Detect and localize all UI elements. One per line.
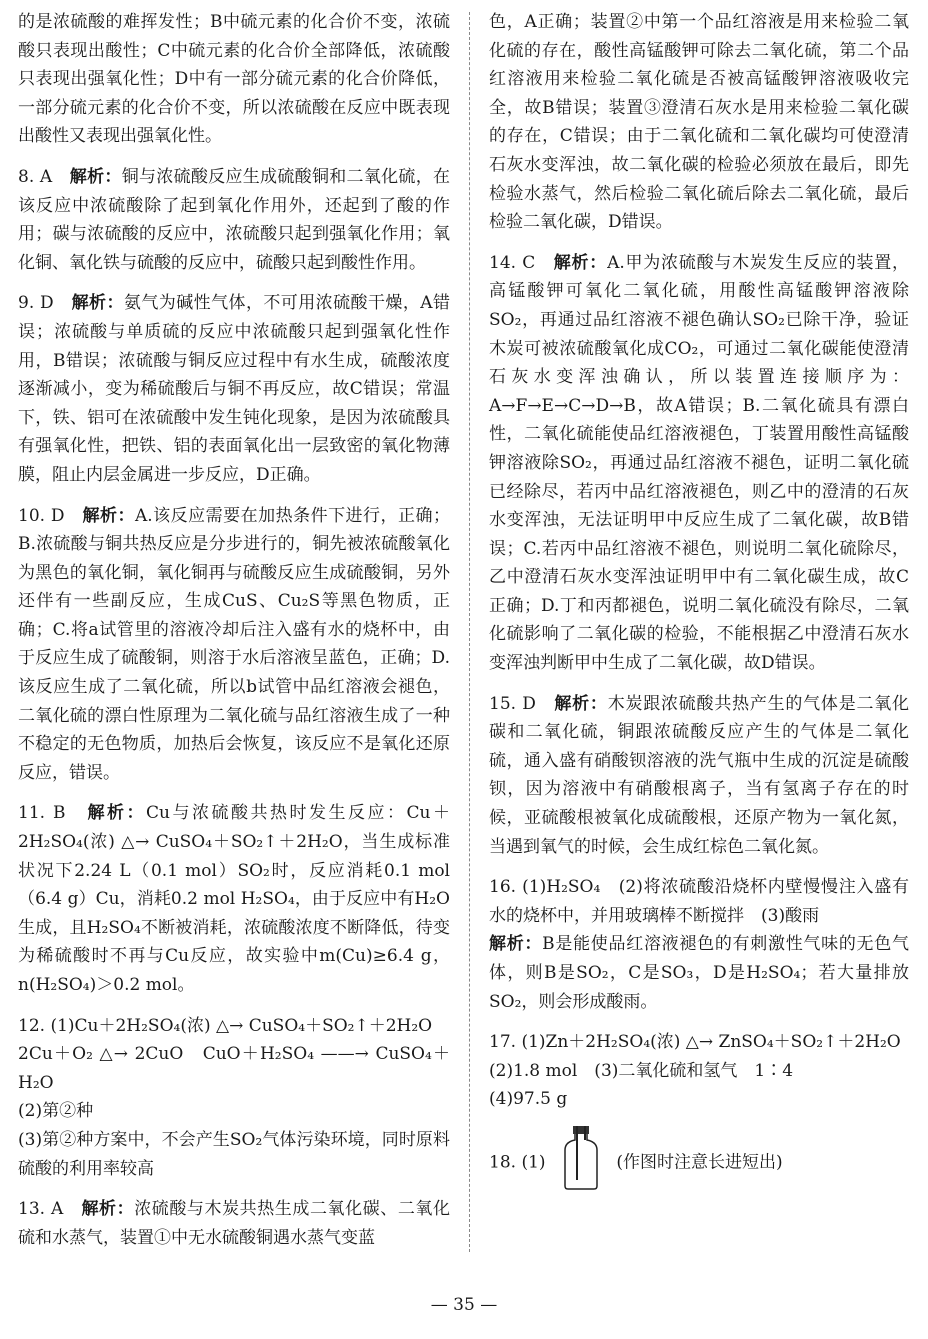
item-text: 的是浓硫酸的难挥发性；B中硫元素的化合价不变，浓硫酸只表现出酸性；C中硫元素的化合价全部降低，浓硫酸只表现出强氧化性；D中有一部分硫元素的化合价降低，一部分硫元素的化合价不变，所以浓硫酸在反应中既表现出酸性又表现出强氧化性。	[18, 12, 450, 147]
answer-line: 16. (1)H₂SO₄ (2)将浓硫酸沿烧杯内壁慢慢注入盛有水的烧杯中，并用玻璃棒不断搅拌 (3)酸雨	[489, 877, 909, 926]
analysis-text: Cu与浓硫酸共热时发生反应：Cu＋2H₂SO₄(浓) △→ CuSO₄＋SO₂↑＋2H₂O，当生成标准状况下2.24 L（0.1 mol）SO₂时，反应消耗0.1 mol（6.4 g）Cu，消耗0.2 mol H₂SO₄，由于反应中有H₂O生成，且H₂SO₄不断被消耗，浓硫酸浓度不断降低，待变为稀硫酸时不再与Cu反应，故实验中m(Cu)≥6.4 g，n(H₂SO₄)＞0.2 mol。	[18, 803, 451, 995]
answer-number: 11. B	[18, 803, 66, 824]
item-continuation-7	[18, 8, 450, 151]
analysis-text: 铜与浓硫酸反应生成硫酸铜和二氧化硫，在该反应中浓硫酸除了起到氧化作用外，还起到了酸的作用；碳与浓硫酸的反应中，浓硫酸只起到强氧化作用；氧化铜、氧化铁与硫酸的反应中，硫酸只起到酸性作用。	[18, 166, 451, 273]
gas-washing-bottle-icon	[561, 1126, 601, 1190]
answer-line: (4)97.5 g	[489, 1089, 568, 1110]
analysis-label: 解析：	[71, 293, 124, 314]
answer-number: 14. C	[489, 252, 536, 273]
analysis-text: A.该反应需要在加热条件下进行，正确；B.浓硫酸与铜共热反应是分步进行的，铜先被浓硫酸氧化为黑色的氧化铜，氧化铜再与硫酸反应生成硫酸铜，另外还伴有一些副反应，生成CuS、Cu₂S等黑色物质，正确；C.将a试管里的溶液冷却后注入盛有水的烧杯中，由于反应生成了硫酸铜，则溶于水后溶液呈蓝色，正确；D.该反应生成了二氧化硫，所以b试管中品红溶液会褪色，二氧化硫的漂白性原理为二氧化硫与品红溶液生成了一种不稳定的无色物质，加热后会恢复，该反应不是氧化还原反应，错误。	[18, 505, 450, 783]
item-9	[18, 289, 450, 489]
answer-line: (2)1.8 mol (3)二氧化硫和氢气 1∶4	[489, 1060, 794, 1081]
item-13-continued	[489, 8, 909, 237]
analysis-text: 木炭跟浓硫酸共热产生的气体是二氧化碳和二氧化硫，铜跟浓硫酸反应产生的气体是二氧化硫，通入盛有硝酸钡溶液的洗气瓶中生成的沉淀是硫酸钡，因为溶液中有硝酸根离子，当有氢离子存在的时候，亚硫酸根被氧化成硫酸根，还原产物为一氧化氮，当遇到氧气的时候，会生成红棕色二氧化氮。	[489, 693, 910, 857]
item-10	[18, 502, 450, 788]
page-number: — 35 —	[430, 1295, 498, 1315]
right-column	[489, 8, 909, 1212]
equation-line: 2Cu＋O₂ △→ 2CuO CuO＋H₂SO₄ ——→ CuSO₄＋H₂O	[18, 1044, 450, 1093]
answer-number: 9. D	[18, 293, 54, 314]
analysis-text: A.甲为浓硫酸与木炭发生反应的装置，高锰酸钾可氧化二氧化硫，用酸性高锰酸钾溶液除SO₂，再通过品红溶液不褪色确认SO₂已除干净，验证木炭可被浓硫酸氧化成CO₂，可通过二氧化碳能使澄清石灰水变浑浊确认，所以装置连接顺序为：A→F→E→C→D→B，故A错误；B.二氧化硫具有漂白性，二氧化硫能使品红溶液褪色，丁装置用酸性高锰酸钾溶液除SO₂，再通过品红溶液不褪色，证明二氧化硫已经除尽，若丙中品红溶液褪色，则乙中的澄清的石灰水变浑浊，无法证明甲中反应生成了二氧化碳，故B错误；C.若丙中品红溶液不褪色，则说明二氧化硫除尽，乙中澄清石灰水变浑浊证明甲中有二氧化碳生成，故C正确；D.丁和丙都褪色，说明二氧化硫没有除尽，二氧化硫影响了二氧化碳的检验，不能根据乙中澄清石灰水变浑浊判断甲中生成了二氧化碳，故D错误。	[489, 252, 910, 674]
analysis-text: 浓硫酸与木炭共热生成二氧化碳、二氧化硫和水蒸气，装置①中无水硫酸铜遇水蒸气变蓝	[18, 1199, 451, 1248]
answer-number: 13. A	[18, 1199, 64, 1220]
item-17	[489, 1028, 909, 1114]
item-16	[489, 873, 909, 1016]
answer-number: 18. (1)	[489, 1152, 546, 1173]
analysis-label: 解析：	[553, 252, 608, 273]
answer-number: 8. A	[18, 166, 53, 187]
analysis-label: 解析：	[489, 934, 543, 955]
analysis-label: 解析：	[69, 166, 122, 187]
item-11	[18, 799, 450, 999]
answer-line: (3)第②种方案中，不会产生SO₂气体污染环境，同时原料硫酸的利用率较高	[18, 1129, 450, 1179]
analysis-text: 氨气为碱性气体，不可用浓硫酸干燥，A错误；浓硫酸与单质硫的反应中浓硫酸只起到强氧化性作用，B错误；浓硫酸与铜反应过程中有水生成，硫酸浓度逐渐减小，变为稀硫酸后与铜不再反应，故C错误；常温下，铁、铝可在浓硫酸中发生钝化现象，是因为浓硫酸具有强氧化性，把铁、铝的表面氧化出一层致密的氧化物薄膜，阻止内层金属进一步反应，D正确。	[18, 293, 451, 485]
left-column	[18, 8, 450, 1264]
item-13	[18, 1195, 450, 1252]
analysis-text: B是能使品红溶液褪色的有刺激性气味的无色气体，则B是SO₂，C是SO₃，D是H₂SO₄；若大量排放SO₂，则会形成酸雨。	[489, 934, 909, 1012]
equation-line: 12. (1)Cu＋2H₂SO₄(浓) △→ CuSO₄＋SO₂↑＋2H₂O	[18, 1015, 433, 1036]
analysis-text: 色，A正确；装置②中第一个品红溶液是用来检验二氧化硫的存在，酸性高锰酸钾可除去二氧化硫，第二个品红溶液用来检验二氧化硫是否被高锰酸钾溶液吸收完全，故B错误；装置③澄清石灰水是用来检验二氧化碳的存在，C错误；由于二氧化硫和二氧化碳均可使澄清石灰水变浑浊，故二氧化碳的检验必须放在最后，即先检验水蒸气，然后检验二氧化硫后除去二氧化硫，最后检验二氧化碳，D错误。	[489, 12, 909, 233]
item-8	[18, 163, 450, 277]
equation-line: 17. (1)Zn＋2H₂SO₄(浓) △→ ZnSO₄＋SO₂↑＋2H₂O	[489, 1032, 901, 1053]
item-14	[489, 249, 909, 678]
analysis-label: 解析：	[554, 693, 608, 714]
item-12	[18, 1012, 450, 1184]
analysis-label: 解析：	[81, 1199, 135, 1220]
item-15	[489, 690, 909, 862]
analysis-label: 解析：	[87, 803, 146, 824]
drawing-note: (作图时注意长进短出)	[616, 1152, 783, 1173]
answer-number: 10. D	[18, 505, 65, 526]
column-divider	[469, 12, 470, 1252]
analysis-label: 解析：	[82, 505, 136, 526]
answer-number: 15. D	[489, 693, 536, 714]
gas-bottle-diagram	[561, 1126, 601, 1200]
item-18	[489, 1126, 909, 1200]
answer-line: (2)第②种	[18, 1101, 94, 1122]
